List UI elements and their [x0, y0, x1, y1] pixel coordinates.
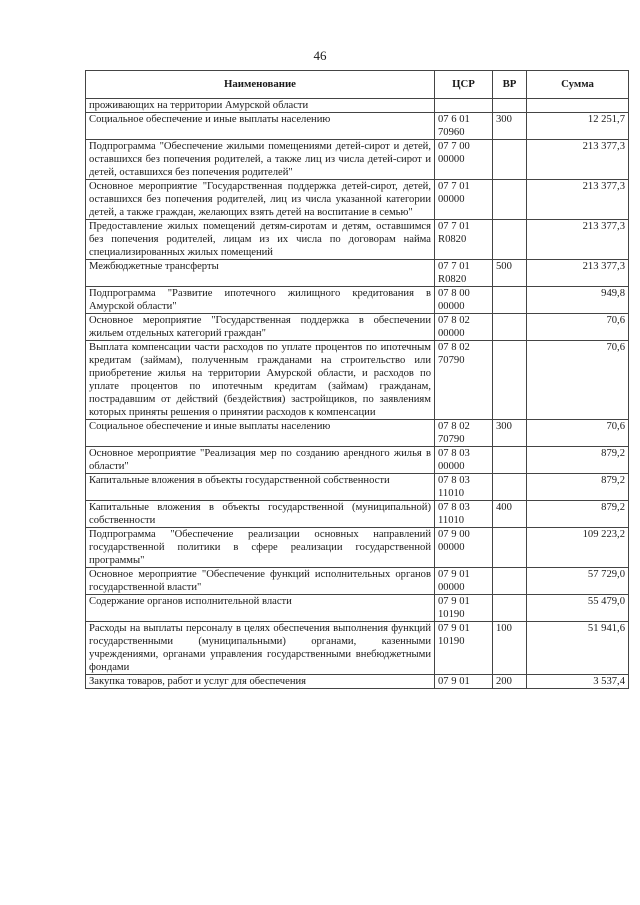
row-csr-program: 07 7 00 [438, 141, 470, 152]
row-csr-program: 07 7 01 [438, 221, 470, 232]
row-name: Подпрограмма "Обеспечение реализации основных направлений государственной политики в сфере реализации государственной программы" [86, 528, 435, 568]
row-vr [493, 180, 527, 220]
row-name: Капитальные вложения в объекты государственной собственности [86, 474, 435, 501]
row-name: Межбюджетные трансферты [86, 260, 435, 287]
row-csr-code: 11010 [438, 515, 465, 526]
table-row [86, 113, 629, 140]
row-sum: 55 479,0 [527, 595, 629, 622]
row-csr-program: 07 8 02 [438, 342, 470, 353]
row-csr [435, 140, 493, 180]
header-name: Наименование [86, 71, 435, 99]
row-name: Основное мероприятие "Реализация мер по созданию арендного жилья в области" [86, 447, 435, 474]
row-vr [493, 287, 527, 314]
row-name: Основное мероприятие "Обеспечение функций исполнительных органов государственной власти" [86, 568, 435, 595]
table-row [86, 99, 629, 113]
table-row [86, 420, 629, 447]
row-name: Капитальные вложения в объекты государственной (муниципальной) собственности [86, 501, 435, 528]
row-csr-code: 00000 [438, 461, 465, 472]
row-sum: 70,6 [527, 420, 629, 447]
table-row [86, 675, 629, 689]
row-name: Расходы на выплаты персоналу в целях обеспечения выполнения функций государственными (муниципальными) органами, казенными учреждениями, органами управления государственными внебюджетными фондами [86, 622, 435, 675]
row-csr-program: 07 9 00 [438, 529, 470, 540]
row-vr: 400 [493, 501, 527, 528]
row-csr [435, 474, 493, 501]
row-csr-program: 07 9 01 [438, 596, 470, 607]
row-name: Основное мероприятие "Государственная поддержка детей-сирот, детей, оставшихся без попечения родителей, лиц из числа указанной категории детей, а также граждан, желающих взять детей на воспитание в семью" [86, 180, 435, 220]
row-vr: 100 [493, 622, 527, 675]
row-sum: 879,2 [527, 447, 629, 474]
table-row [86, 474, 629, 501]
row-csr [435, 99, 493, 113]
table-row [86, 568, 629, 595]
row-csr [435, 501, 493, 528]
row-name: Предоставление жилых помещений детям-сиротам и детям, оставшимся без попечения родителей, лицам из их числа по договорам найма специализированных жилых помещений [86, 220, 435, 260]
row-csr-program: 07 8 03 [438, 502, 470, 513]
row-sum: 879,2 [527, 501, 629, 528]
table-row [86, 180, 629, 220]
header-vr: ВР [493, 71, 527, 99]
table-row [86, 447, 629, 474]
row-sum [527, 99, 629, 113]
row-name: Подпрограмма "Обеспечение жилыми помещениями детей-сирот и детей, оставшихся без попечения родителей, а также лиц из числа детей-сирот и детей, оставшихся без попечения родителей" [86, 140, 435, 180]
row-sum: 109 223,2 [527, 528, 629, 568]
row-name: Основное мероприятие "Государственная поддержка в обеспечении жильем отдельных категорий граждан" [86, 314, 435, 341]
row-csr-code: 00000 [438, 582, 465, 593]
row-csr-program: 07 8 00 [438, 288, 470, 299]
row-csr-code: 10190 [438, 636, 465, 647]
row-sum: 12 251,7 [527, 113, 629, 140]
row-csr [435, 675, 493, 689]
row-csr-program: 07 8 02 [438, 421, 470, 432]
row-csr [435, 113, 493, 140]
row-csr-code: 70790 [438, 355, 465, 366]
row-csr-code: 00000 [438, 542, 465, 553]
row-name: Закупка товаров, работ и услуг для обеспечения [86, 675, 435, 689]
row-vr [493, 341, 527, 420]
row-name: Подпрограмма "Развитие ипотечного жилищного кредитования в Амурской области" [86, 287, 435, 314]
row-vr [493, 595, 527, 622]
header-sum: Сумма [527, 71, 629, 99]
row-csr [435, 447, 493, 474]
row-sum: 879,2 [527, 474, 629, 501]
row-vr: 200 [493, 675, 527, 689]
row-csr-program: 07 8 03 [438, 475, 470, 486]
row-csr [435, 528, 493, 568]
page-number: 46 [313, 48, 327, 63]
row-csr-code: R0820 [438, 234, 467, 245]
row-vr [493, 447, 527, 474]
table-row [86, 140, 629, 180]
row-sum: 213 377,3 [527, 220, 629, 260]
row-csr-code: 00000 [438, 328, 465, 339]
table-row [86, 501, 629, 528]
row-vr [493, 314, 527, 341]
table-header-row [86, 71, 629, 99]
row-sum: 57 729,0 [527, 568, 629, 595]
row-csr [435, 180, 493, 220]
table-row [86, 220, 629, 260]
row-csr-program: 07 7 01 [438, 261, 470, 272]
row-vr [493, 568, 527, 595]
row-csr-program: 07 7 01 [438, 181, 470, 192]
row-csr [435, 287, 493, 314]
row-csr [435, 260, 493, 287]
row-csr-program: 07 6 01 [438, 114, 470, 125]
row-vr: 300 [493, 113, 527, 140]
row-csr-code: 00000 [438, 301, 465, 312]
row-csr [435, 420, 493, 447]
row-name: Содержание органов исполнительной власти [86, 595, 435, 622]
row-csr-code: 70960 [438, 127, 465, 138]
row-csr-program: 07 9 01 [438, 676, 470, 687]
row-csr-program: 07 9 01 [438, 623, 470, 634]
table-row [86, 528, 629, 568]
row-sum: 3 537,4 [527, 675, 629, 689]
row-csr [435, 622, 493, 675]
row-name: Выплата компенсации части расходов по уплате процентов по ипотечным кредитам (займам), полученным гражданами на строительство или приобретение жилья на территории Амурской области, и расходов по уплате процентов по ипотечным кредитам (займам) гражданам, пострадавшим от действий (бездействия) застройщиков, по заявлениям которых приняты решения о принятии расходов к компенсации [86, 341, 435, 420]
row-csr-code: 00000 [438, 154, 465, 165]
row-sum: 213 377,3 [527, 140, 629, 180]
row-vr [493, 140, 527, 180]
row-csr-program: 07 8 02 [438, 315, 470, 326]
row-csr [435, 568, 493, 595]
row-name: Социальное обеспечение и иные выплаты населению [86, 420, 435, 447]
row-csr-code: 00000 [438, 194, 465, 205]
row-vr [493, 474, 527, 501]
row-csr [435, 220, 493, 260]
row-vr: 500 [493, 260, 527, 287]
budget-table [85, 70, 629, 689]
row-csr-program: 07 9 01 [438, 569, 470, 580]
row-sum: 213 377,3 [527, 260, 629, 287]
row-csr-code: 11010 [438, 488, 465, 499]
table-row [86, 341, 629, 420]
row-sum: 70,6 [527, 341, 629, 420]
row-sum: 51 941,6 [527, 622, 629, 675]
row-csr-code: 70790 [438, 434, 465, 445]
header-csr: ЦСР [435, 71, 493, 99]
row-csr-code: 10190 [438, 609, 465, 620]
table-row [86, 287, 629, 314]
table-row [86, 595, 629, 622]
row-name: Социальное обеспечение и иные выплаты населению [86, 113, 435, 140]
row-sum: 70,6 [527, 314, 629, 341]
row-vr [493, 528, 527, 568]
row-vr [493, 99, 527, 113]
row-csr [435, 314, 493, 341]
row-csr-program: 07 8 03 [438, 448, 470, 459]
row-csr [435, 341, 493, 420]
table-row [86, 314, 629, 341]
row-sum: 213 377,3 [527, 180, 629, 220]
row-csr-code: R0820 [438, 274, 467, 285]
row-vr [493, 220, 527, 260]
row-csr [435, 595, 493, 622]
table-row [86, 622, 629, 675]
table-row [86, 260, 629, 287]
row-vr: 300 [493, 420, 527, 447]
row-name: проживающих на территории Амурской области [86, 99, 435, 113]
row-sum: 949,8 [527, 287, 629, 314]
